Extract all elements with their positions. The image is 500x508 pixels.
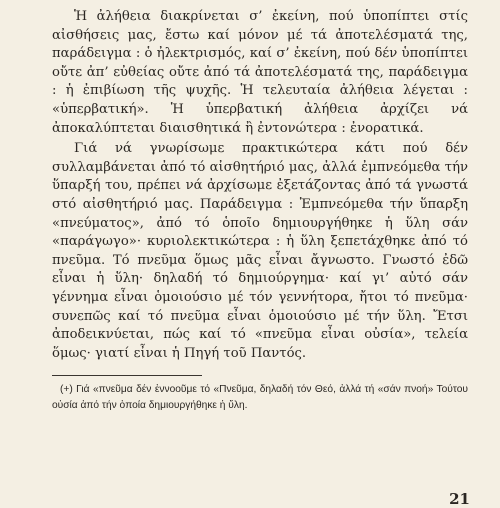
page	[52, 8, 468, 413]
footnote: (+) Γιά «πνεῦμα δέν ἐννοοῦμε τό «Πνεῦμα, δηλαδή τόν Θεό, ἀλλά τή «σάν πνοή» Τούτου οὐσία ἀπό τήν ὁποία δημιουργήθηκε ἡ ὕλη.	[52, 384, 468, 411]
page-number: 21	[449, 490, 470, 508]
body-paragraph-2: Γιά νά γνωρίσωμε πρακτικώτερα κάτι πού δέν συλλαμβάνεται ἀπό τό αἰσθητήριό μας, ἀλλά ἐμπνεόμεθα τήν ὕπαρξή του, πρέπει νά ἀρχίσωμε ἐξετάζοντας ἀπό τά γνωστά στό αἰσθητήριό μας. Παράδειγμα : Ἐμπνεόμεθα τήν ὕπαρξη «πνεύματος», ἀπό τό ὁποῖο δημιουργήθηκε ἡ ὕλη σάν «παράγωγο»· κυριολεκτικώτερα : ἡ ὕλη ξεπετάχθηκε ἀπό τό πνεῦμα. Τό πνεῦμα ὅμως μᾶς εἶναι ἄγνωστο. Γνωστό ἐδῶ εἶναι ἡ ὕλη· δηλαδή τό δημιούργημα· καί γι’ αὐτό σάν γέννημα εἶναι ὁμοιούσιο μέ τόν γεννήτορα, ἤτοι τό πνεῦμα· συνεπῶς καί τό πνεῦμα εἶναι ὁμοιούσιο μέ τήν ὕλη. Ἔτσι ἀποδεικνύεται, πώς καί τό «πνεῦμα εἶναι οὐσία», τελεία ὅμως· γιατί εἶναι ἡ Πηγή τοῦ Παντός.	[52, 141, 468, 361]
body-paragraph-1: Ἡ ἀλήθεια διακρίνεται σ’ ἐκείνη, πού ὑποπίπτει στίς αἰσθήσεις μας, ἔστω καί μόνον μέ τά ἀποτελέσματά της, παράδειγμα : ὁ ἠλεκτρισμός, καί σ’ ἐκείνη, πού δέν ὑποπίπτει οὔτε ἀπ’ εὐθείας οὔτε ἀπό τά ἀποτελέσματά της, παράδειγμα : ἡ ἐπιβίωση τῆς ψυχῆς. Ἡ τελευταία ἀλήθεια λέγεται : «ὑπερβατική». Ἡ ὑπερβατική ἀλήθεια ἀρχίζει νά ἀποκαλύπτεται διαισθητικά ἢ ἐντονώτερα : ἐνορατικά.	[52, 9, 468, 136]
footnote-rule	[52, 375, 202, 376]
